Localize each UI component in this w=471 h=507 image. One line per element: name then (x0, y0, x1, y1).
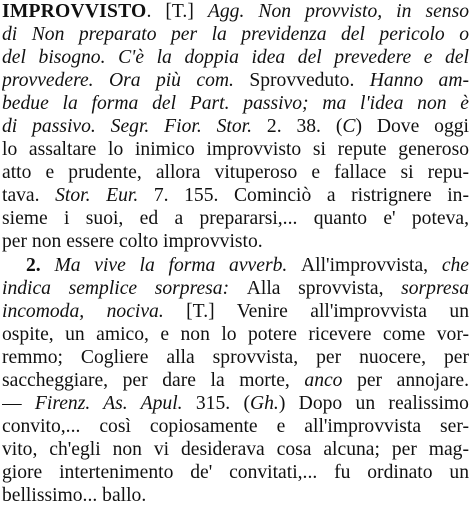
definition-text: Agg. Non provvisto, in senso (207, 1, 469, 22)
synonym-text: Sprovveduto. (249, 70, 370, 92)
sense-number: 2. (26, 254, 55, 276)
entry-line (2, 461, 469, 484)
entry-line (2, 46, 469, 69)
entry-line (2, 138, 469, 161)
entry-line (2, 0, 469, 23)
citation-source: di passivo. Segr. Fior. Stor. (2, 116, 267, 138)
example-text: anco (304, 369, 358, 391)
citation-source: Firenz. As. Apul. (34, 392, 196, 414)
example-text: per annojare. (357, 369, 469, 391)
quotation-text: per non essere colto improvvisto. (2, 231, 263, 253)
entry-line (2, 323, 469, 346)
definition-text: che (441, 254, 469, 276)
citation-author: C (342, 116, 356, 138)
citation-ref: 315. ( (195, 392, 250, 414)
definition-text: sorpresa (401, 277, 469, 299)
quotation-text: ) Dopo un realissimo (278, 392, 469, 414)
quotation-text: vito, ch'egli non vi desiderava cosa alcuna; per mag- (2, 438, 469, 460)
entry-line (2, 346, 469, 369)
example-text: ospite, un amico, e non lo potere ricevere come vor- (2, 323, 469, 345)
dictionary-entry (2, 0, 469, 507)
phrase-text: Alla sprovvista, (246, 277, 402, 299)
definition-text: di (2, 24, 32, 46)
phrase-text: All'improvvista, (301, 254, 442, 276)
entry-line (2, 184, 469, 207)
entry-line (2, 438, 469, 461)
citation-ref: 2. 38. ( (266, 116, 343, 138)
quotation-text: lo assaltare lo inimico improvvisto si repute generoso (2, 139, 469, 161)
entry-line (2, 23, 469, 46)
dash-marker: — (2, 392, 35, 414)
definition-text: Hanno am- (369, 70, 469, 92)
entry-line (2, 277, 469, 300)
quotation-text: ) Dove oggi (355, 116, 469, 138)
quotation-text: bellissimo... ballo. (2, 484, 147, 506)
entry-line (2, 115, 469, 138)
entry-line (2, 92, 469, 115)
entry-line (2, 207, 469, 230)
quotation-text: atto e prudente, allora vituperoso e fallace si repu- (2, 162, 469, 184)
quotation-text: 7. 155. Cominciò a ristrignere in- (153, 185, 469, 207)
entry-line (2, 484, 469, 507)
quotation-text: tava. (2, 185, 56, 207)
citation-author: Gh. (249, 392, 279, 414)
source-tag: . [T.] (146, 1, 208, 22)
entry-line (2, 415, 469, 438)
entry-line (2, 300, 469, 323)
entry-line (2, 254, 469, 277)
quotation-text: sieme i suoi, ed a prepararsi,... quanto e' poteva, (2, 208, 469, 230)
headword: IMPROVVISTO (2, 1, 147, 22)
definition-text: Non preparato per la previdenza del pericolo o (31, 24, 469, 46)
entry-line (2, 392, 469, 415)
definition-text: provvedere. Ora più com. (2, 70, 250, 92)
quotation-text: convito,... così copiosamente e all'improvvista ser- (2, 415, 469, 437)
entry-line (2, 69, 469, 92)
example-text: [T.] Venire all'improvvista un (186, 300, 469, 322)
definition-text: del bisogno. C'è la doppia idea del prevedere e del (2, 47, 469, 69)
entry-line (2, 230, 469, 253)
example-text: saccheggiare, per dare la morte, (2, 369, 305, 391)
definition-text: incomoda, nociva. (2, 300, 187, 322)
definition-text: bedue la forma del Part. passivo; ma l'idea non è (2, 93, 469, 115)
definition-text: Ma vive la forma avverb. (54, 254, 301, 276)
entry-line (2, 161, 469, 184)
example-text: remmo; Cogliere alla sprovvista, per nuocere, per (2, 346, 469, 368)
entry-line (2, 369, 469, 392)
definition-text: indica semplice sorpresa: (2, 277, 247, 299)
quotation-text: giore intertenimento de' convitati,... fu ordinato un (2, 461, 469, 483)
citation-source: Stor. Eur. (55, 185, 154, 207)
